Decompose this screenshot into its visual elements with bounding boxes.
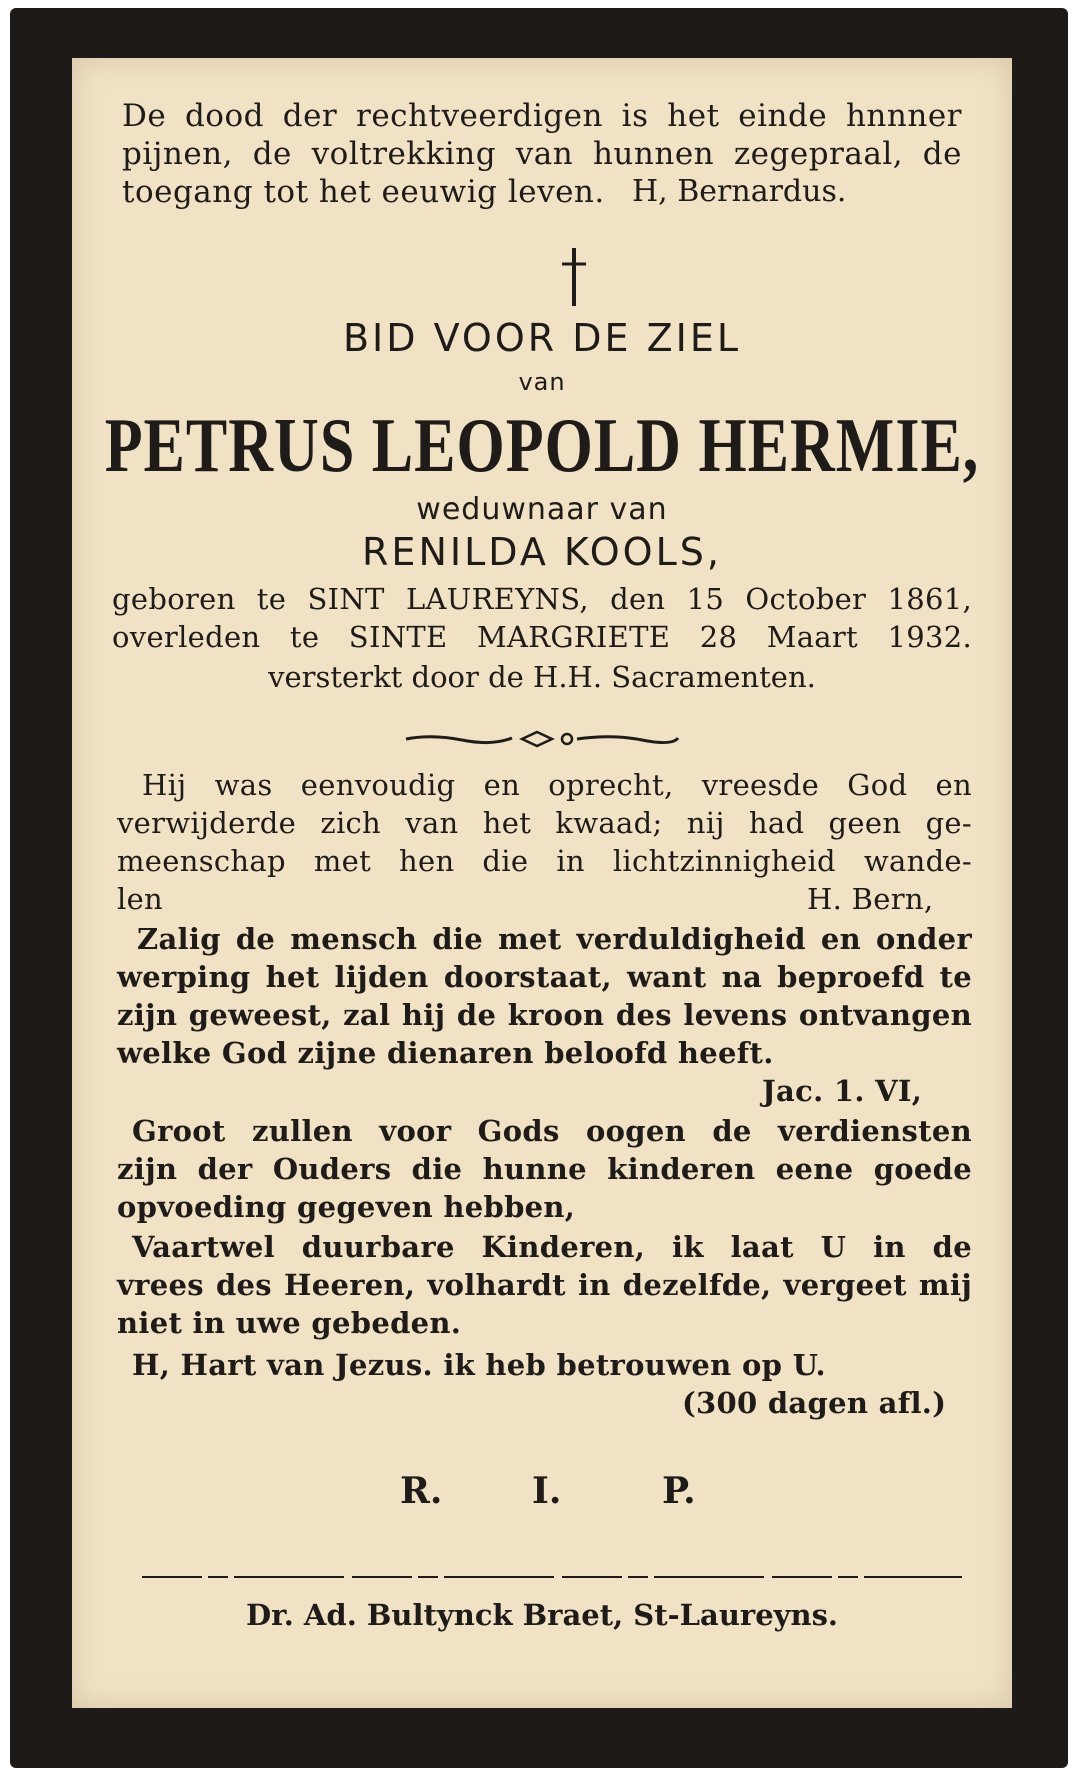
verse-line: len <box>117 882 164 916</box>
verse-line: werping het lijden doorstaat, want na beproefd te <box>117 960 972 994</box>
sacraments-line: versterkt door de H.H. Sacramenten. <box>268 660 816 694</box>
verse-attribution: Jac. 1. VI, <box>762 1074 923 1108</box>
quote-line-3: toegang tot het eeuwig leven. <box>122 174 605 210</box>
footer-divider <box>142 1572 962 1582</box>
verse-line: Zalig de mensch die met verduldigheid en onder <box>137 922 972 956</box>
indulgence-note: (300 dagen afl.) <box>682 1386 947 1420</box>
verse-line: niet in uwe gebeden. <box>117 1306 462 1340</box>
verse-line: Groot zullen voor Gods oogen de verdiensten <box>132 1114 972 1148</box>
widower-label: weduwnaar van <box>416 492 668 527</box>
spouse-name: RENILDA KOOLS, <box>362 530 722 574</box>
birth-details: geboren te SINT LAUREYNS, den 15 October 1861, <box>112 582 972 616</box>
quote-line-2: pijnen, de voltrekking van hunnen zegepraal, de <box>122 136 962 172</box>
verse-attribution: H. Bern, <box>807 882 934 916</box>
verse-line: meenschap met hen die in lichtzinnigheid wande- <box>117 844 972 878</box>
verse-line: Vaartwel duurbare Kinderen, ik laat U in de <box>132 1230 972 1264</box>
quote-attribution: H, Bernardus. <box>632 174 847 209</box>
death-details: overleden te SINTE MARGRIETE 28 Maart 1932. <box>112 620 972 654</box>
quote-line-1: De dood der rechtveerdigen is het einde hnnner <box>122 98 962 134</box>
verse-line: verwijderde zich van het kwaad; nij had geen ge- <box>117 806 972 840</box>
ornament-divider-icon <box>402 728 682 750</box>
rip-letter: P. <box>662 1470 696 1512</box>
rip-letter: R. <box>400 1470 443 1512</box>
prayer-line: H, Hart van Jezus. ik heb betrouwen op U. <box>132 1348 826 1382</box>
rip-letter: I. <box>532 1470 562 1512</box>
cross-icon <box>554 246 594 308</box>
van-label: van <box>518 368 566 396</box>
verse-line: zijn der Ouders die hunne kinderen eene goede <box>117 1152 972 1186</box>
prayer-heading: BID VOOR DE ZIEL <box>342 316 741 360</box>
memorial-card <box>72 58 1012 1708</box>
verse-line: opvoeding gegeven hebben, <box>117 1190 576 1224</box>
printer-credit: Dr. Ad. Bultynck Braet, St-Laureyns. <box>245 1598 839 1632</box>
verse-line: zijn geweest, zal hij de kroon des levens ontvangen <box>117 998 972 1032</box>
verse-line: welke God zijne dienaren beloofd heeft. <box>117 1036 774 1070</box>
deceased-name: PETRUS LEOPOLD HERMIE, <box>104 403 980 489</box>
verse-line: vrees des Heeren, volhardt in dezelfde, vergeet mij <box>117 1268 972 1302</box>
verse-line: Hij was eenvoudig en oprecht, vreesde God en <box>142 768 972 802</box>
